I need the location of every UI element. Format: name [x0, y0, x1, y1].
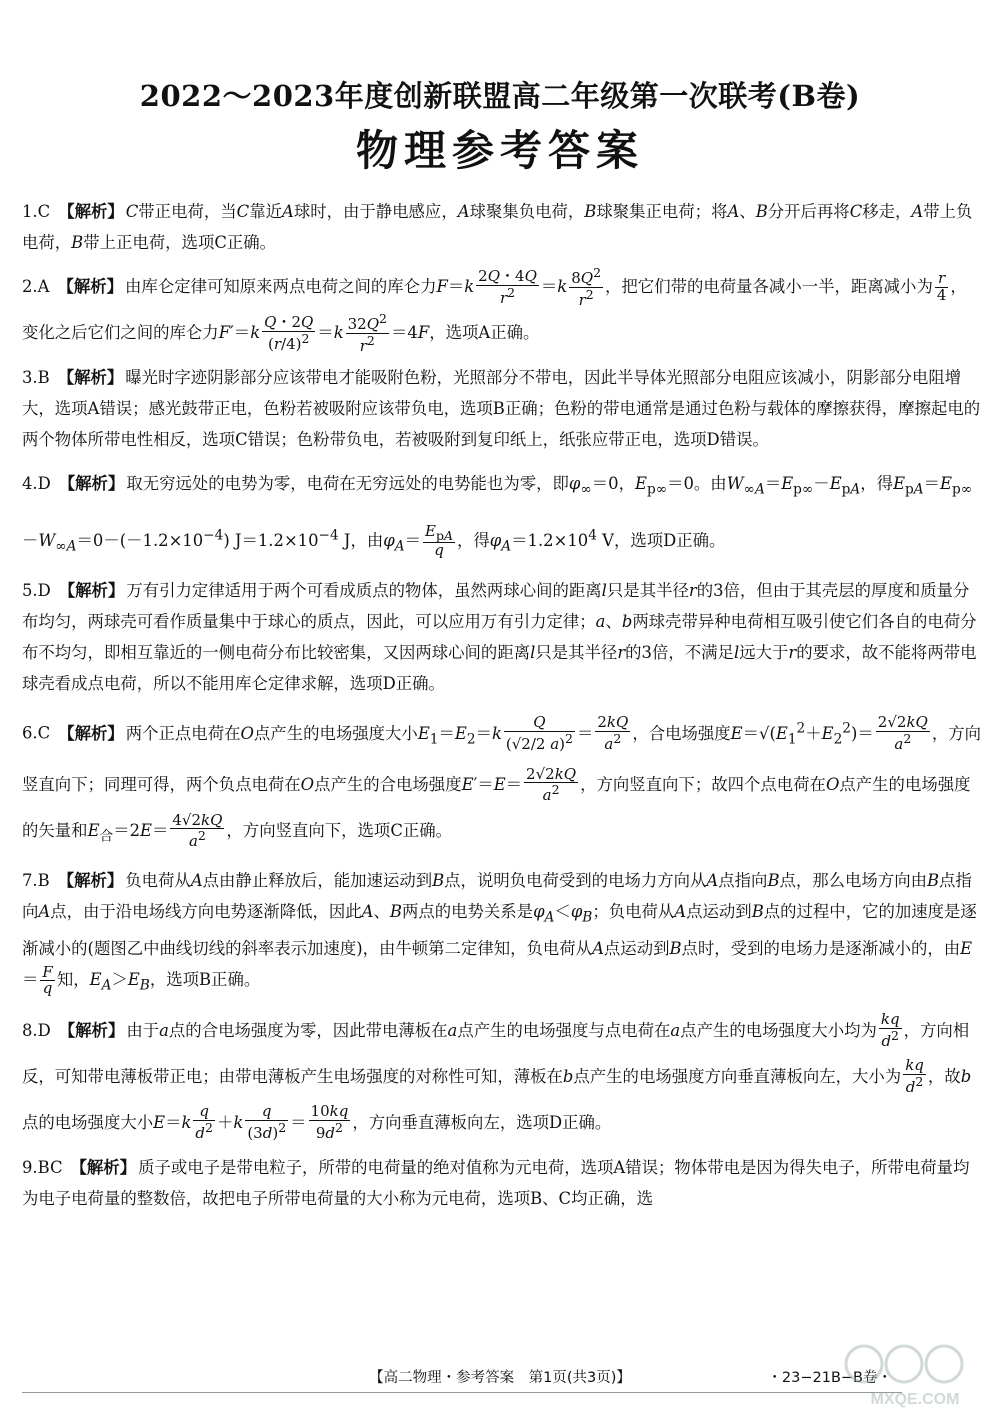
- analysis-tag: 【解析】: [58, 581, 125, 601]
- analysis-tag: 【解析】: [57, 871, 124, 891]
- analysis-tag: 【解析】: [70, 1157, 137, 1177]
- answer-text: C带正电荷，当C靠近A球时，由于静电感应，A球聚集负电荷，B球聚集正电荷；将A、B分开后再将C移走，A带上负电荷，B带上正电荷，选项C正确。: [22, 202, 973, 252]
- answer-number: 3.B: [22, 368, 50, 387]
- answer-item-5: [22, 575, 982, 699]
- analysis-tag: 【解析】: [58, 1020, 125, 1040]
- answer-list: [22, 196, 982, 1220]
- watermark-text: MXQE.COM: [870, 1391, 960, 1408]
- answer-item-2: [22, 264, 982, 356]
- answer-number: 8.D: [22, 1020, 51, 1040]
- analysis-tag: 【解析】: [57, 368, 124, 387]
- answer-item-8: [22, 1008, 982, 1146]
- answer-item-1: [22, 196, 982, 258]
- analysis-tag: 【解析】: [57, 277, 124, 296]
- exam-title: 2022～2023年度创新联盟高二年级第一次联考(B卷): [139, 79, 861, 113]
- answer-item-4: [22, 461, 982, 569]
- answer-text: 取无穷远处的电势为零，电荷在无穷远处的电势能也为零，即$\varphi_\infty=0$，$E_{p\infty}=0$。由$W_{\infty A}=E_{p\infty}-E_{pA}$，得$E_{pA}=E_{p\infty}-W_{\infty A}=0-(-1.2\times 10^{-4})$ $J=1.2\times 10^{-4}$ J，由$\varphi_A=$ $\frac{E_{pA}}{q}$ ，得$\varphi_A=1.2\times 10^4$ V，选项D正确。: [22, 474, 973, 559]
- footer-page-info: 【高二物理・参考答案 第1页(共3页)】: [369, 1370, 631, 1386]
- watermark-logo: [840, 1338, 990, 1410]
- answer-item-7: [22, 865, 982, 1002]
- answer-number: 7.B: [22, 871, 50, 891]
- answer-text: 由库仑定律可知原来两点电荷之间的库仑力F＝k $\frac{2Q・4Q}{r^2}$ ＝k $\frac{8Q^2}{r^2}$ ，把它们带的电荷量各减小一半，距离减小为 $\frac{r}{4}$ ，变化之后它们之间的库仑力F′＝k $\frac{Q・2Q}{(r/4)^2}$ ＝k $\frac{32Q^2}{r^2}$ ＝4F，选项A正确。: [22, 265, 967, 355]
- analysis-tag: 【解析】: [58, 723, 124, 743]
- answer-item-9: [22, 1152, 982, 1214]
- answer-text: 曝光时字迹阴影部分应该带电才能吸附色粉，光照部分不带电，因此半导体光照部分电阻应该减小，阴影部分电阻增大，选项A错误；感光鼓带正电，色粉若被吸附应该带负电，选项B正确；色粉的带电通常是通过色粉与载体的摩擦获得，摩擦起电的两个物体所带电性相反，选项C错误；色粉带负电，若被吸附到复印纸上，纸张应带正电，选项D错误。: [22, 368, 981, 449]
- answer-number: 9.BC: [22, 1157, 63, 1177]
- answer-item-6: [22, 705, 982, 859]
- footer-code: ・23−21B−B卷・: [767, 1370, 892, 1386]
- footer-rule: [22, 1392, 902, 1393]
- answer-text: 由于a点的合电场强度为零，因此带电薄板在a点产生的电场强度与点电荷在a点产生的电场强度大小均为 $\frac{kq}{d^2}$ ，方向相反，可知带电薄板带正电；由带电薄板产生电场强度的对称性可知，薄板在b点产生的电场强度方向垂直薄板向左，大小为 $\frac{kq}{d^2}$ ，故b点的电场强度大小E＝k $\frac{q}{d^2}$ ＋k $\frac{q}{(3d)^2}$ ＝ $\frac{10kq}{9d^2}$ ，方向垂直薄板向左，选项D正确。: [22, 1010, 972, 1143]
- answer-number: 4.D: [22, 474, 51, 493]
- answer-number: 2.A: [22, 277, 50, 296]
- answer-item-3: [22, 362, 982, 455]
- answer-number: 5.D: [22, 581, 51, 601]
- answer-number: 1.C: [22, 202, 51, 221]
- answer-text: 两个正点电荷在O点产生的电场强度大小$E_1=E_2=k$ $\frac{Q}{(√2/2 a)^2}$ ＝ $\frac{2kQ}{a^2}$ ，合电场强度$E=√(E_1^2+E_2^2)=$ $\frac{2√2kQ}{a^2}$ ，方向竖直向下；同理可得，两个负点电荷在O点产生的合电场强度E′＝E＝ $\frac{2√2kQ}{a^2}$ ，方向竖直向下；故四个点电荷在O点产生的电场强度的矢量和$E_合=2E=$ $\frac{4√2kQ}{a^2}$ ，方向竖直向下，选项C正确。: [22, 713, 982, 851]
- page-title: 物理参考答案: [355, 126, 644, 175]
- answer-number: 6.C: [22, 723, 51, 743]
- answer-text: 质子或电子是带电粒子，所带的电荷量的绝对值称为元电荷，选项A错误；物体带电是因为得失电子，所带电荷量均为电子电荷量的整数倍，故把电子所带电荷量的大小称为元电荷，选项B、C均正确，选: [22, 1157, 970, 1208]
- answer-text: 万有引力定律适用于两个可看成质点的物体，虽然两球心间的距离l只是其半径r的3倍，但由于其壳层的厚度和质量分布均匀，两球壳可看作质量集中于球心的质点，因此，可以应用万有引力定律；a、b两球壳带异种电荷相互吸引使它们各自的电荷分布不均匀，即相互靠近的一侧电荷分布比较密集，又因两球心间的距离l只是其半径r的3倍，不满足l远大于r的要求，故不能将两带电球壳看成点电荷，所以不能用库仑定律求解，选项D正确。: [22, 581, 977, 694]
- analysis-tag: 【解析】: [58, 202, 124, 221]
- analysis-tag: 【解析】: [58, 474, 125, 493]
- answer-text: 负电荷从A点由静止释放后，能加速运动到B点，说明负电荷受到的电场力方向从A点指向B点，那么电场方向由B点指向A点，由于沿电场线方向电势逐渐降低，因此A、B两点的电势关系是$\varphi_A<\varphi_B$；负电荷从A点运动到B点的过程中，它的加速度是逐渐减小的(题图乙中曲线切线的斜率表示加速度)，由牛顿第二定律知，负电荷从A点运动到B点时，受到的电场力是逐渐减小的，由E＝ $\frac{F}{q}$ 知，$E_A>E_B$，选项B正确。: [22, 871, 977, 998]
